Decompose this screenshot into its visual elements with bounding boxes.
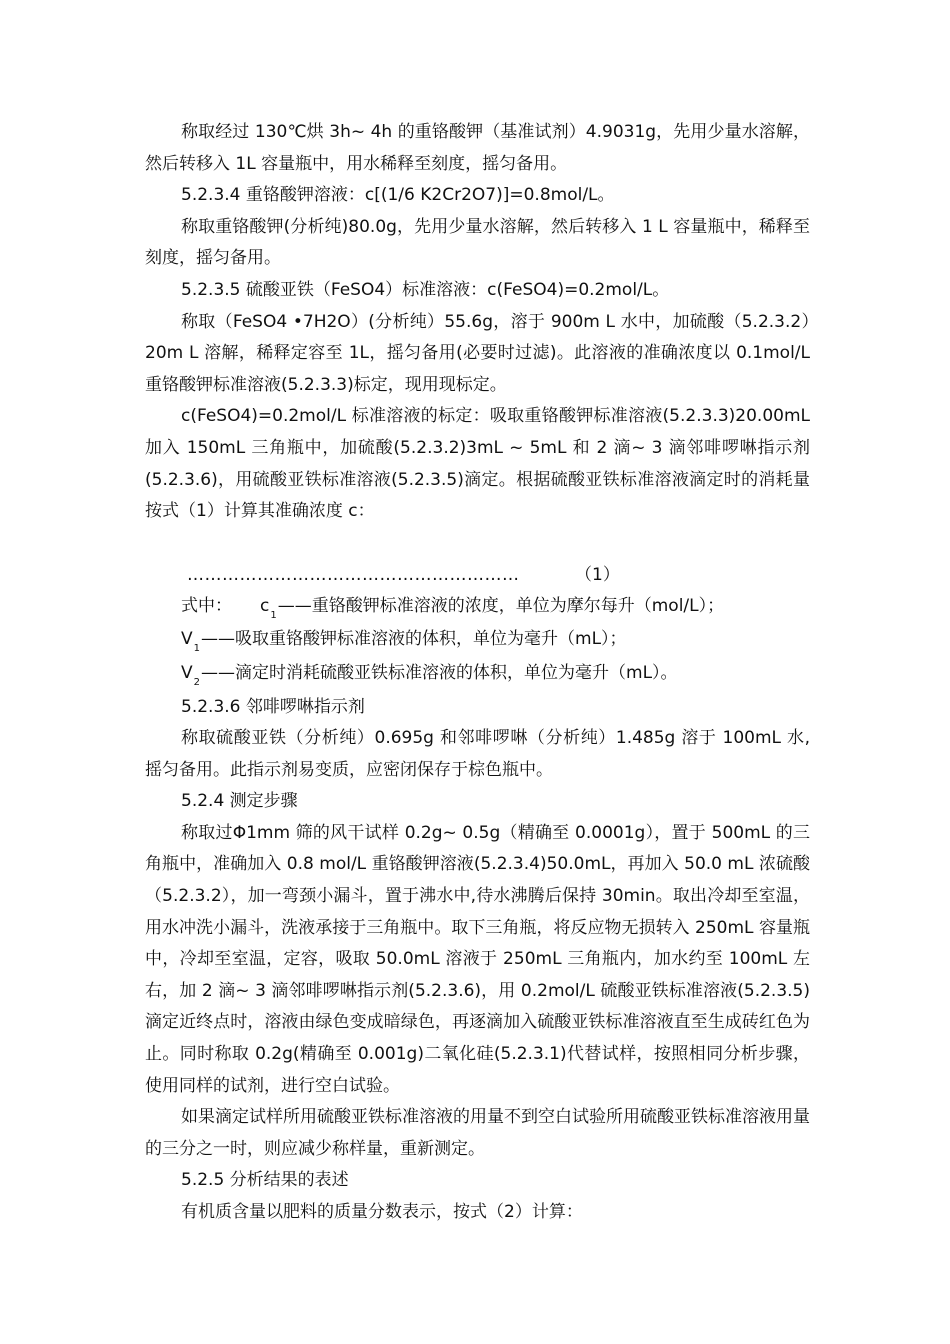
paragraph-standard-solution-prep: 称取经过 130℃烘 3h~ 4h 的重铬酸钾（基准试剂）4.9031g，先用少量水溶解，然后转移入 1L 容量瓶中，用水稀释至刻度，摇匀备用。 [145, 122, 810, 174]
definition-v2-text: ——滴定时消耗硫酸亚铁标准溶液的体积，单位为毫升（mL）。 [201, 662, 678, 683]
subscript-1: 1 [270, 609, 277, 621]
section-5-2-3-4-heading: 5.2.3.4 重铬酸钾溶液：c[(1/6 K2Cr2O7)]=0.8mol/L。 [181, 185, 615, 206]
definition-v2 [145, 658, 810, 692]
section-5-2-4-heading: 5.2.4 测定步骤 [181, 791, 298, 812]
formula-dot-leader: ………………………………………………… [187, 564, 520, 585]
subscript-1: 1 [193, 643, 201, 655]
definition-v1-text: ——吸取重铬酸钾标准溶液的体积，单位为毫升（mL）； [201, 629, 627, 650]
section-5-2-3-5-heading: 5.2.3.5 硫酸亚铁（FeSO4）标准溶液：c(FeSO4)=0.2mol/L。 [181, 279, 670, 300]
section-5-2-3-6-heading: 5.2.3.6 邻啡啰啉指示剂 [181, 696, 365, 717]
paragraph-dichromate-solution: 称取重铬酸钾(分析纯)80.0g，先用少量水溶解，然后转移入 1 L 容量瓶中，稀释至刻度，摇匀备用。 [145, 216, 810, 269]
section-5-2-5-heading: 5.2.5 分析结果的表述 [181, 1170, 349, 1191]
formula-definitions [145, 591, 810, 692]
paragraph-indicator-prep: 称取硫酸亚铁（分析纯）0.695g 和邻啡啰啉（分析纯）1.485g 溶于 100mL 水,摇匀备用。此指示剂易变质，应密闭保存于棕色瓶中。 [145, 728, 810, 780]
definition-v1 [145, 624, 810, 658]
paragraph-procedure: 称取过Φ1mm 筛的风干试样 0.2g~ 0.5g（精确至 0.0001g），置于 500mL 的三角瓶中，准确加入 0.8 mol/L 重铬酸钾溶液(5.2.3.4)50.0mL，再加入 50.0 mL 浓硫酸（5.2.3.2），加一弯颈小漏斗，置于沸水中,待水沸腾后保持 30min。取出冷却至室温，用水冲洗小漏斗，洗液承接于三角瓶中。取下三角瓶，将反应物无损转入 250mL 容量瓶中，冷却至室温，定容，吸取 50.0mL 溶液于 250mL 三角瓶内，加水约至 100mL 左右，加 2 滴~ 3 滴邻啡啰啉指示剂(5.2.3.6)，用 0.2mol/L 硫酸亚铁标准溶液(5.2.3.5)滴定近终点时，溶液由绿色变成暗绿色，再逐滴加入硫酸亚铁标准溶液直至生成砖红色为止。同时称取 0.2g(精确至 0.001g)二氧化硅(5.2.3.1)代替试样，按照相同分析步骤，使用同样的试剂，进行空白试验。 [145, 822, 810, 1096]
paragraph-result-formula-intro: 有机质含量以肥料的质量分数表示，按式（2）计算： [181, 1202, 583, 1222]
subscript-2: 2 [193, 676, 201, 688]
paragraph-sample-note: 如果滴定试样所用硫酸亚铁标准溶液的用量不到空白试验所用硫酸亚铁标准溶液用量的三分之一时，则应减少称样量，重新测定。 [145, 1107, 810, 1159]
top-text-block [145, 117, 810, 528]
definition-intro: 式中： [181, 595, 232, 616]
definition-c1-text: ——重铬酸钾标准溶液的浓度，单位为摩尔每升（mol/L）； [277, 595, 725, 616]
bottom-text-block [145, 692, 810, 1229]
paragraph-calibration: c(FeSO4)=0.2mol/L 标准溶液的标定：吸取重铬酸钾标准溶液(5.2.3.3)20.00mL 加入 150mL 三角瓶中，加硫酸(5.2.3.2)3mL ~ 5mL 和 2 滴~ 3 滴邻啡啰啉指示剂(5.2.3.6)，用硫酸亚铁标准溶液(5.2.3.5)滴定。根据硫酸亚铁标准溶液滴定时的消耗量按式（1）计算其准确浓度 c： [145, 406, 810, 522]
symbol-v: V [181, 629, 193, 650]
formula-1-line [145, 528, 810, 591]
paragraph-ferrous-sulfate-prep: 称取（FeSO4 •7H2O）(分析纯）55.6g，溶于 900m L 水中，加硫酸（5.2.3.2）20m L 溶解，稀释定容至 1L，摇匀备用(必要时过滤)。此溶液的准确浓度以 0.1mol/L 重铬酸钾标准溶液(5.2.3.3)标定，现用现标定。 [145, 311, 810, 395]
symbol-c: c [260, 595, 270, 616]
symbol-v: V [181, 662, 193, 683]
formula-number: （1） [575, 564, 620, 585]
definition-c1 [145, 591, 810, 625]
